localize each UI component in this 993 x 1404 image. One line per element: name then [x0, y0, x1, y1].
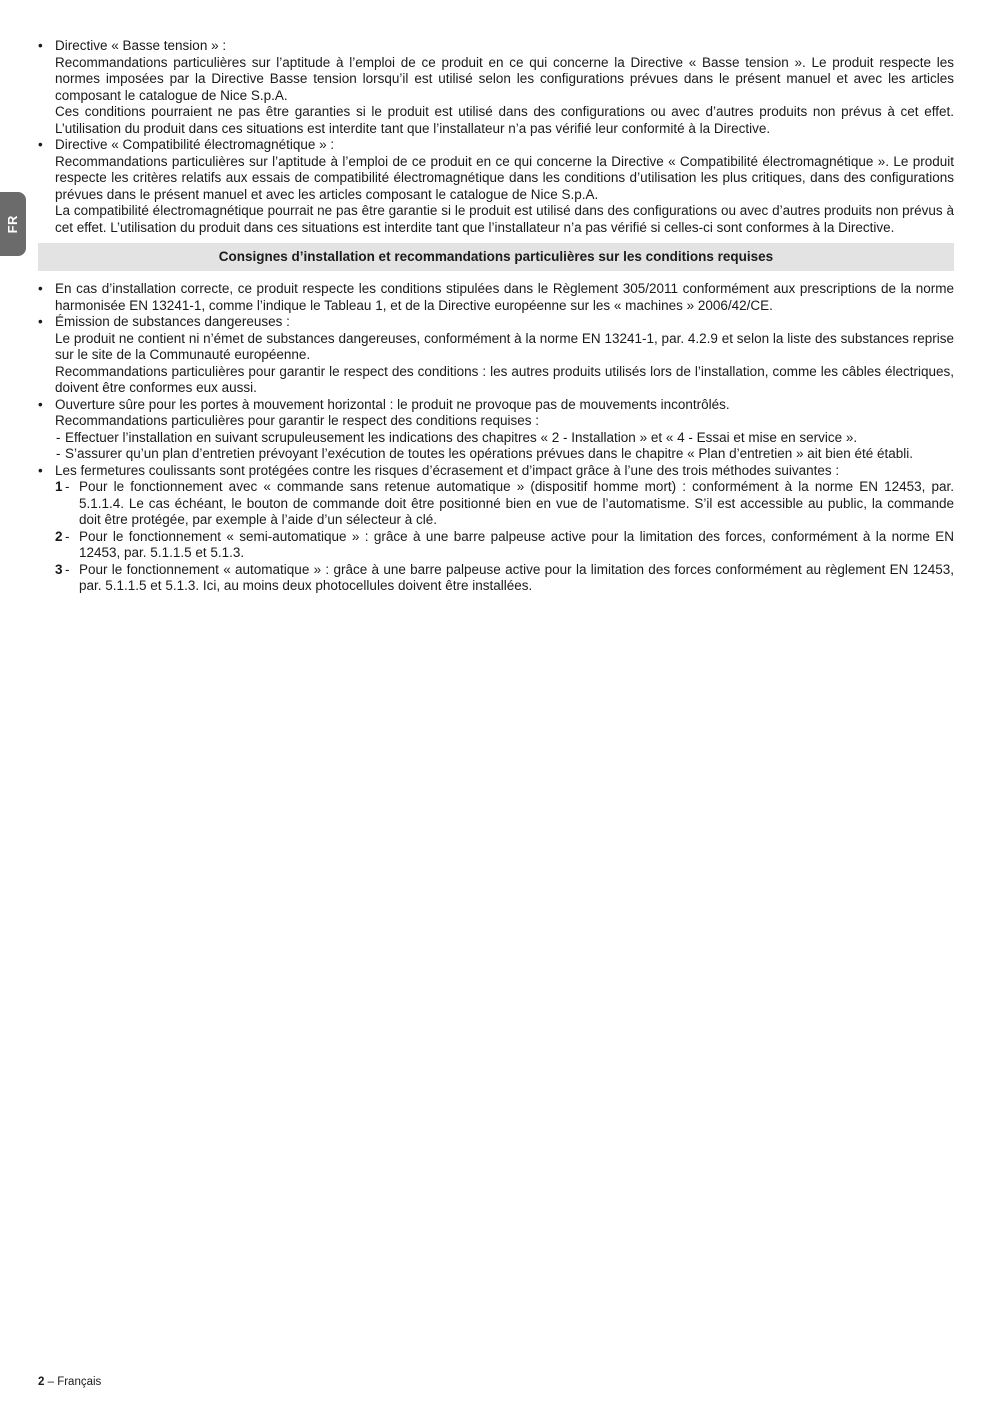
bullet-title: • Émission de substances dangereuses :: [55, 314, 290, 329]
page-content: [38, 38, 954, 595]
language-tab-label: FR: [4, 214, 20, 234]
item-number: 2: [55, 528, 63, 544]
paragraph: La compatibilité électromagnétique pourrait ne pas être garantie si le produit est utilisé dans des configurations ou avec d’autres produits non prévus à cet effet. L’utilisation du produit dans ces situations est interdite tant que l’installateur n’a pas vérifié si celles-ci sont conformes à la Directive.: [55, 203, 954, 235]
bullet-subtitle: Recommandations particulières pour garantir le respect des conditions requises :: [55, 413, 539, 428]
item-text: Pour le fonctionnement avec « commande sans retenue automatique » (dispositif homme mort) : conformément à la norme EN 12453, par. 5.1.1.4. Le cas échéant, le bouton de commande doit être positionné bien en vue de l’automatisme. S’il est accessible au public, la commande doit être protégée, par exemple à l’aide d’un sélecteur à clé.: [79, 479, 954, 527]
paragraph: Recommandations particulières sur l’aptitude à l’emploi de ce produit en ce qui concerne la Directive « Compatibilité électromagnétique ». Le produit respecte les critères relatifs aux essais de compatibilité électromagnétique dans les conditions d’utilisation les plus critiques, dans des configurations prévues dans le présent manuel et avec les articles composant le catalogue de Nice S.p.A.: [55, 153, 954, 202]
paragraph: Le produit ne contient ni n’émet de substances dangereuses, conformément à la norme EN 13241-1, par. 4.2.9 et selon la liste des substances reprise sur le site de la Communauté européenne.: [55, 330, 954, 362]
dash-item: - S’assurer qu’un plan d’entretien prévoyant l’exécution de toutes les opérations prévues dans le chapitre « Plan d’entretien » ait bien été établi.: [55, 446, 954, 463]
numbered-item: 2 - Pour le fonctionnement « semi-automatique » : grâce à une barre palpeuse active pour la limitation des forces, conformément à la norme EN 12453, par. 5.1.1.5 et 5.1.3.: [55, 528, 954, 560]
paragraph: Recommandations particulières sur l’aptitude à l’emploi de ce produit en ce qui concerne la Directive « Basse tension ». Le produit respecte les normes imposées par la Directive Basse tension lorsqu’il est utilisé selon les configurations prévues dans le présent manuel et avec les articles composant le catalogue de Nice S.p.A.: [55, 54, 954, 103]
bullet-title: • Directive « Basse tension » :: [55, 38, 227, 53]
bullet-title: • Ouverture sûre pour les portes à mouvement horizontal : le produit ne provoque pas de mouvements incontrôlés.: [55, 396, 730, 412]
page-number: 2: [38, 1376, 45, 1388]
bullet-title: • Directive « Compatibilité électromagnétique » :: [55, 137, 335, 152]
language-tab: [0, 192, 26, 256]
bullet-low-voltage: [38, 38, 954, 137]
paragraph: Recommandations particulières pour garantir le respect des conditions : les autres produits utilisés lors de l’installation, comme les câbles électriques, doivent être conformes eux aussi.: [55, 363, 954, 395]
bullet-title: • Les fermetures coulissants sont protégées contre les risques d’écrasement et d’impact grâce à l’une des trois méthodes suivantes :: [55, 462, 840, 478]
item-number: 1: [55, 479, 63, 494]
bullet-sliding-closures: [38, 463, 954, 595]
bullet-regulation: • En cas d’installation correcte, ce produit respecte les conditions stipulées dans le Règlement 305/2011 conformément aux prescriptions de la norme harmonisée EN 13241-1, comme l’indique le Tableau 1, et de la Directive européenne sur les « machines » 2006/42/CE.: [38, 281, 954, 314]
footer-language: – Français: [44, 1376, 102, 1388]
bullet-emc: [38, 137, 954, 236]
numbered-item: 3 - Pour le fonctionnement « automatique » : grâce à une barre palpeuse active pour la limitation des forces conformément au règlement EN 12453, par. 5.1.1.5 et 5.1.3. Ici, au moins deux photocellules doivent être installées.: [55, 561, 954, 593]
item-text: Pour le fonctionnement « automatique » : grâce à une barre palpeuse active pour la limitation des forces conformément au règlement EN 12453, par. 5.1.1.5 et 5.1.3. Ici, au moins deux photocellules doivent être installées.: [79, 561, 954, 593]
numbered-item: 1 - Pour le fonctionnement avec « commande sans retenue automatique » (dispositif homme mort) : conformément à la norme EN 12453, par. 5.1.1.4. Le cas échéant, le bouton de commande doit être positionné bien en vue de l’automatisme. S’il est accessible au public, la commande doit être protégée, par exemple à l’aide d’un sélecteur à clé.: [55, 479, 954, 527]
page-footer: [38, 1374, 101, 1391]
section-header: Consignes d’installation et recommandations particulières sur les conditions requises: [38, 243, 954, 271]
item-number: 3: [55, 561, 63, 577]
bullet-safe-opening: [38, 397, 954, 463]
item-text: Pour le fonctionnement « semi-automatique » : grâce à une barre palpeuse active pour la limitation des forces, conformément à la norme EN 12453, par. 5.1.1.5 et 5.1.3.: [79, 528, 954, 560]
dash-item: - Effectuer l’installation en suivant scrupuleusement les indications des chapitres « 2 - Installation » et « 4 - Essai et mise en service ».: [55, 430, 954, 447]
bullet-dangerous-substances: [38, 314, 954, 397]
paragraph: Ces conditions pourraient ne pas être garanties si le produit est utilisé dans des configurations ou avec d’autres produits non prévus à cet effet. L’utilisation du produit dans ces situations est interdite tant que l’installateur n’a pas vérifié leur conformité à la Directive.: [55, 104, 954, 136]
